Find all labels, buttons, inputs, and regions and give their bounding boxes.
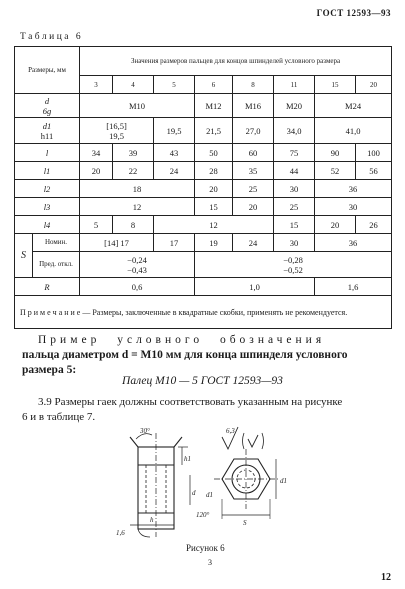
cell-l2: 36 [315,180,392,198]
cell-d-m24: M24 [315,94,392,118]
row-label-s: S [15,234,33,278]
row-l [15,144,392,162]
col-header-sizes: Размеры, мм [15,47,80,94]
cell-d-m10: M10 [80,94,195,118]
dimensions-table [14,46,392,329]
h-dim-label: h [150,516,154,524]
nut-drawing [110,425,290,540]
row-label-d1 [15,118,80,144]
s-nominal-label: Номин. [33,234,80,252]
row-r [15,278,392,296]
r-dim-label: 1,6 [116,529,125,537]
s-deviation-label: Пред. откл. [33,252,80,278]
cell-l4: 5 [80,216,113,234]
example-text-line: размера 5: [22,364,77,376]
cell-l: 100 [356,144,392,162]
cell-d1-e: 34,0 [274,118,315,144]
row-l1 [15,162,392,180]
cell-d-m12: M12 [195,94,233,118]
cell-l1: 28 [195,162,233,180]
cell-d-m16: M16 [233,94,274,118]
cell-l2: 18 [80,180,195,198]
cell-l3: 30 [315,198,392,216]
d1-dim-label: d1 [206,491,213,499]
cell-s-nom: 36 [315,234,392,252]
size-8: 8 [233,76,274,94]
size-11: 11 [274,76,315,94]
cell-l4: 26 [356,216,392,234]
cell-d1-f: 41,0 [315,118,392,144]
cell-l1: 35 [233,162,274,180]
cell-d1-a [80,118,154,144]
table-title: Таблица 6 [20,32,84,42]
d-tolerance: 6g [42,105,52,116]
d1-bracket-value: [16,5] [106,120,127,131]
d-dim-label: d [192,489,196,497]
cell-l3: 12 [80,198,195,216]
example-text-line: пальца диаметром d = M10 мм для конца шпинделя условного [22,349,348,361]
size-6: 6 [195,76,233,94]
row-l2 [15,180,392,198]
cell-l1: 20 [80,162,113,180]
cell-r: 0,6 [80,278,195,296]
cell-r: 1,6 [315,278,392,296]
angle120-label: 120° [196,511,210,519]
h1-label: h1 [184,455,191,463]
d-label: d [44,95,50,106]
designation-example: Палец M10 — 5 ГОСТ 12593—93 [122,375,283,387]
size-4: 4 [113,76,154,94]
cell-l2: 20 [195,180,233,198]
document-header: ГОСТ 12593—93 [316,8,391,18]
cell-l1: 22 [113,162,154,180]
row-label-l4: l4 [15,216,80,234]
cell-s-nom: 17 [154,234,195,252]
cell-l: 34 [80,144,113,162]
d1-label: d1 [42,120,52,131]
row-label-d [15,94,80,118]
cell-l: 39 [113,144,154,162]
d1-value: 19,5 [109,130,124,141]
size-3: 3 [80,76,113,94]
cell-l4: 8 [113,216,154,234]
angle-label: 30° [140,427,150,435]
cell-r: 1,0 [195,278,315,296]
cell-l: 50 [195,144,233,162]
page-number: 12 [381,572,391,583]
cell-l: 60 [233,144,274,162]
cell-d1-c: 21,5 [195,118,233,144]
d1-front-label: d1 [280,477,287,485]
example-heading: Пример условного обозначения [38,334,326,346]
cell-l4: 12 [154,216,274,234]
cell-l4: 20 [315,216,356,234]
cell-s-dev-a: −0,24 −0,43 [80,252,195,278]
cell-s-nom: 24 [233,234,274,252]
group-header: Значения размеров пальцев для концов шпинделей условного размера [80,47,392,76]
figure-caption: Рисунок 6 [186,543,225,553]
row-label-l3: l3 [15,198,80,216]
row-l4 [15,216,392,234]
cell-l: 43 [154,144,195,162]
cell-l2: 25 [233,180,274,198]
page-mark: 3 [208,558,212,567]
cell-l3: 20 [233,198,274,216]
cell-d-m20: M20 [274,94,315,118]
cell-s-nom: [14] 17 [80,234,154,252]
size-20: 20 [356,76,392,94]
row-label-l1: l1 [15,162,80,180]
cell-d1-b: 19,5 [154,118,195,144]
row-l3 [15,198,392,216]
cell-l1: 24 [154,162,195,180]
cell-l1: 52 [315,162,356,180]
roughness-icon-small [248,435,258,447]
cell-l4: 15 [274,216,315,234]
d1-tolerance: h11 [40,130,54,141]
row-label-r: R [15,278,80,296]
cell-l3: 15 [195,198,233,216]
cell-l1: 56 [356,162,392,180]
s-dim-label: S [243,519,247,527]
table-note: П р и м е ч а н и е — Размеры, заключенные в квадратные скобки, применять не рекомендуется. [15,296,392,329]
cell-l3: 25 [274,198,315,216]
cell-s-nom: 19 [195,234,233,252]
size-15: 15 [315,76,356,94]
cell-l: 90 [315,144,356,162]
cell-s-nom: 30 [274,234,315,252]
size-5: 5 [154,76,195,94]
paragraph-3-9: 3.9 Размеры гаек должны соответствовать указанным на рисунке [38,396,343,408]
cell-l2: 30 [274,180,315,198]
roughness-value: 6,3 [226,427,235,435]
row-s-nominal [15,234,392,252]
table-note-row [15,296,392,329]
paragraph-3-9-cont: 6 и в таблице 7. [22,411,96,423]
row-label-l: l [15,144,80,162]
row-s-deviation [15,252,392,278]
cell-l1: 44 [274,162,315,180]
cell-s-dev-b: −0,28 −0,52 [195,252,392,278]
cell-l: 75 [274,144,315,162]
cell-d1-d: 27,0 [233,118,274,144]
row-label-l2: l2 [15,180,80,198]
